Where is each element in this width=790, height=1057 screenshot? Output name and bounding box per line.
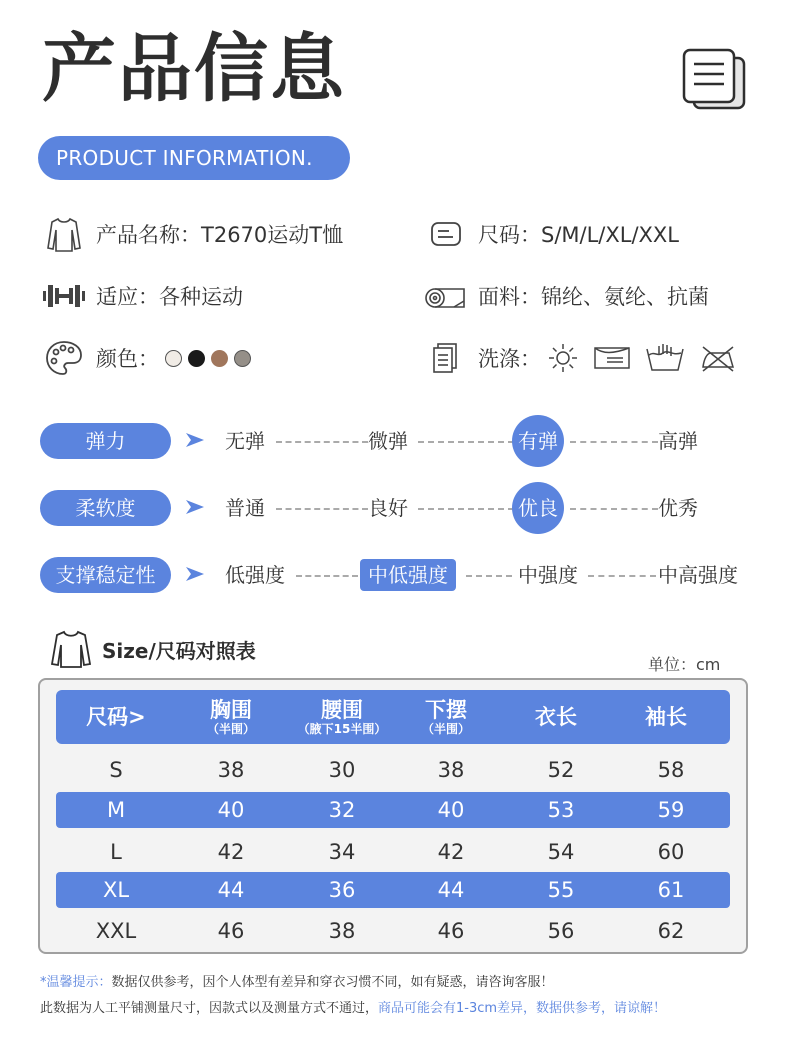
- table-row: XXL 46 38 46 56 62: [95, 919, 685, 943]
- attr-option: 优秀: [658, 496, 698, 520]
- header-length: 衣长: [535, 705, 577, 729]
- info-usage-label: 适应：各种运动: [96, 285, 243, 309]
- long-sleeve-shirt-icon: [42, 214, 86, 254]
- attr-row-support: [40, 555, 760, 595]
- info-wash-label: 洗涤：: [478, 347, 541, 371]
- color-swatch-brown[interactable]: [211, 350, 228, 367]
- attr-label-elasticity: 弹力: [40, 423, 171, 459]
- wash-label-icon: [424, 338, 468, 378]
- arrow-right-icon: [184, 496, 206, 518]
- document-icon: [680, 48, 748, 112]
- table-row: M 40 32 40 53 59: [56, 792, 730, 828]
- unit-label: 单位：cm: [648, 655, 721, 674]
- hand-wash-icon: [645, 343, 685, 373]
- dumbbell-icon: [42, 276, 86, 316]
- table-row: L 42 34 42 54 60: [110, 840, 685, 864]
- note-tip-label: *温馨提示：: [40, 975, 112, 990]
- header-size: 尺码>: [86, 705, 146, 729]
- size-tag-icon: [424, 214, 468, 254]
- page-title: 产品信息: [42, 26, 346, 112]
- attr-option: 无弹: [225, 429, 265, 453]
- arrow-right-icon: [184, 563, 206, 585]
- attr-option: 高弹: [658, 429, 698, 453]
- attr-option: 中高强度: [658, 563, 738, 587]
- attr-row-softness: [40, 488, 760, 528]
- size-table: [38, 678, 748, 954]
- sun-dry-icon: [547, 342, 579, 374]
- attr-option-selected: 中低强度: [360, 559, 456, 591]
- info-color-label: 颜色：: [96, 347, 159, 371]
- info-size-label: 尺码：S/M/L/XL/XXL: [478, 223, 680, 247]
- long-sleeve-shirt-icon: [48, 628, 94, 670]
- color-swatch-black[interactable]: [188, 350, 205, 367]
- fabric-roll-icon: [424, 276, 468, 316]
- table-row: S 38 30 38 52 58: [109, 758, 685, 782]
- attr-label-support: 支撑稳定性: [40, 557, 171, 593]
- info-product-name: [42, 214, 343, 254]
- table-header: [56, 690, 730, 744]
- attr-row-elasticity: [40, 421, 760, 461]
- info-color: [42, 338, 251, 378]
- attr-option: 微弹: [368, 429, 408, 453]
- header-chest: 胸围 （半围）: [206, 698, 255, 736]
- attr-option-selected: 有弹: [512, 415, 564, 467]
- flat-dry-icon: [593, 344, 631, 372]
- color-swatch-cream[interactable]: [165, 350, 182, 367]
- attr-option-selected: 优良: [512, 482, 564, 534]
- attr-option: 低强度: [225, 563, 285, 587]
- palette-icon: [42, 338, 86, 378]
- info-product-name-label: 产品名称：T2670运动T恤: [96, 223, 344, 247]
- note-line-2: [40, 997, 666, 1016]
- attr-option: 普通: [225, 496, 265, 520]
- header-sleeve: 袖长: [645, 705, 687, 729]
- no-iron-icon: [699, 343, 737, 373]
- info-usage: [42, 276, 243, 316]
- attr-label-softness: 柔软度: [40, 490, 171, 526]
- table-row: XL 44 36 44 55 61: [56, 872, 730, 908]
- color-swatch-gray[interactable]: [234, 350, 251, 367]
- info-size: [424, 214, 679, 254]
- header-waist: 腰围 （腋下15半围）: [297, 698, 387, 736]
- attr-option: 中强度: [518, 563, 578, 587]
- size-chart-heading: [48, 628, 256, 670]
- attr-option: 良好: [368, 496, 408, 520]
- note-measure-highlight: 商品可能会有1-3cm差异，数据供参考，请谅解！: [378, 1001, 667, 1016]
- note-measure-text: 此数据为人工平铺测量尺寸，因款式以及测量方式不通过，: [40, 1001, 379, 1016]
- note-line-1: [40, 971, 554, 990]
- info-fabric: [424, 276, 709, 316]
- note-tip-text: 数据仅供参考，因个人体型有差异和穿衣习惯不同，如有疑惑，请咨询客服！: [111, 975, 554, 990]
- subtitle-badge: PRODUCT INFORMATION.: [38, 136, 350, 180]
- info-fabric-label: 面料：锦纶、氨纶、抗菌: [478, 285, 709, 309]
- arrow-right-icon: [184, 429, 206, 451]
- header-hem: 下摆 （半围）: [421, 698, 470, 736]
- info-wash: [424, 338, 751, 378]
- size-chart-title: Size/尺码对照表: [102, 638, 256, 663]
